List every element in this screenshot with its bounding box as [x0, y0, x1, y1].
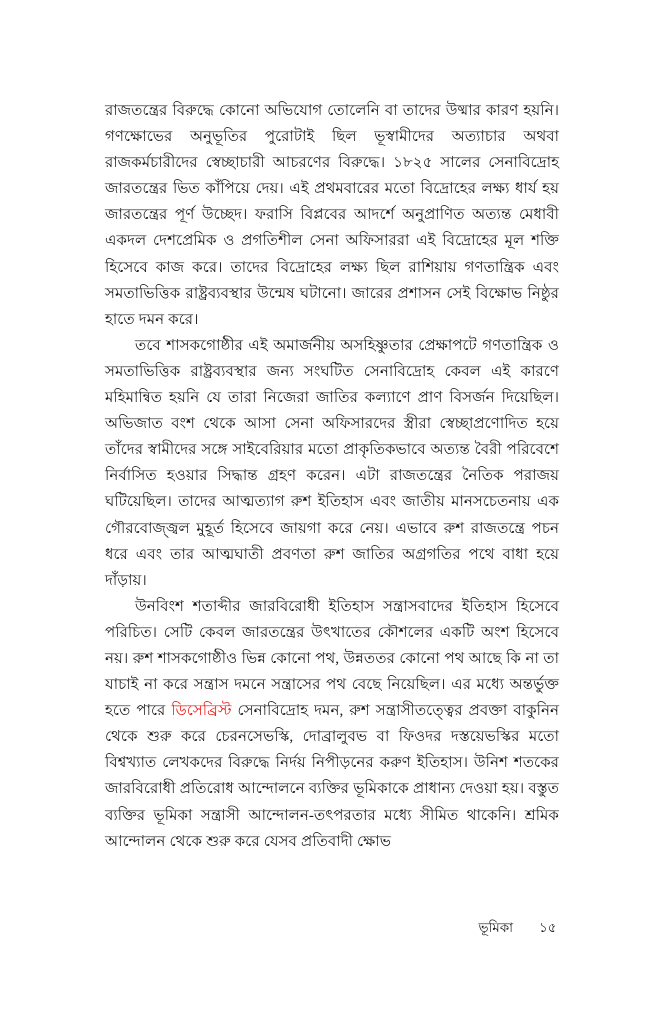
footer-section-label: ভূমিকা [478, 920, 513, 935]
paragraph-1: রাজতন্ত্রের বিরুদ্ধে কোনো অভিযোগ তোলেনি বা তাদের উষ্মার কারণ হয়নি। গণক্ষোভের অনুভূতির পুরোটাই ছিল ভূস্বামীদের অত্যাচার অথবা রাজকর্মচারীদের স্বেচ্ছাচারী আচরণের বিরুদ্ধে। ১৮২৫ সালের সেনাবিদ্রোহ জারতন্ত্রের ভিত কাঁপিয়ে দেয়। এই প্রথমবারের মতো বিদ্রোহের লক্ষ্য ধার্য হয় জারতন্ত্রের পূর্ণ উচ্ছেদ। ফরাসি বিপ্লবের আদর্শে অনুপ্রাণিত অত্যন্ত মেধাবী একদল দেশপ্রেমিক ও প্রগতিশীল সেনা অফিসাররা এই বিদ্রোহের মূল শক্তি হিসেবে কাজ করে। তাদের বিদ্রোহের লক্ষ্য ছিল রাশিয়ায় গণতান্ত্রিক এবং সমতাভিত্তিক রাষ্ট্রব্যবস্থার উন্মেষ ঘটানো। জারের প্রশাসন সেই বিক্ষোভ নিষ্ঠুর হাতে দমন করে। [105, 103, 559, 328]
paragraph-3 [105, 594, 559, 855]
highlighted-term-decembrist: ডিসেব্রিস্ট [171, 703, 232, 720]
paragraph-3-segment-after: সেনাবিদ্রোহ দমন, রুশ সন্ত্রাসীতত্ত্বের প্রবক্তা বাকুনিন থেকে শুরু করে চেরনসেভস্কি, দোব্রালুবভ বা ফিওদর দস্তয়েভস্কির মতো বিশ্বখ্যাত লেখকদের বিরুদ্ধে নির্দয় নিপীড়নের করুণ ইতিহাস। উনিশ শতকের জারবিরোধী প্রতিরোধ আন্দোলনে ব্যক্তির ভূমিকাকে প্রাধান্য দেওয়া হয়। বস্তুত ব্যক্তির ভূমিকা সন্ত্রাসী আন্দোলন-তৎপরতার মধ্যে সীমিত থাকেনি। শ্রমিক আন্দোলন থেকে শুরু করে যেসব প্রতিবাদী ক্ষোভ [105, 703, 559, 850]
paragraph-3-segment-before: উনবিংশ শতাব্দীর জারবিরোধী ইতিহাস সন্ত্রাসবাদের ইতিহাস হিসেবে পরিচিত। সেটি কেবল জারতন্ত্রের উৎখাতের কৌশলের একটি অংশ হিসেবে নয়। রুশ শাসকগোষ্ঠীও ভিন্ন কোনো পথ, উন্নততর কোনো পথ আছে কি না তা যাচাই না করে সন্ত্রাস দমনে সন্ত্রাসের পথ বেছে নিয়েছিল। এর মধ্যে অন্তর্ভুক্ত হতে পারে [105, 598, 559, 720]
footer-page-number: ১৫ [539, 920, 557, 935]
paragraph-2: তবে শাসকগোষ্ঠীর এই অমার্জনীয় অসহিষ্ণুতার প্রেক্ষাপটে গণতান্ত্রিক ও সমতাভিত্তিক রাষ্ট্রব্যবস্থার জন্য সংঘটিত সেনাবিদ্রোহ কেবল এই কারণে মহিমান্বিত হয়নি যে তারা নিজেরা জাতির কল্যাণে প্রাণ বিসর্জন দিয়েছিল। অভিজাত বংশ থেকে আসা সেনা অফিসারদের স্ত্রীরা স্বেচ্ছাপ্রণোদিত হয়ে তাঁদের স্বামীদের সঙ্গে সাইবেরিয়ার মতো প্রাকৃতিকভাবে অত্যন্ত বৈরী পরিবেশে নির্বাসিত হওয়ার সিদ্ধান্ত গ্রহণ করেন। এটা রাজতন্ত্রের নৈতিক পরাজয় ঘটিয়েছিল। তাদের আত্মত্যাগ রুশ ইতিহাস এবং জাতীয় মানসচেতনায় এক গৌরবোজ্জ্বল মুহূর্ত হিসেবে জায়গা করে নেয়। এভাবে রুশ রাজতন্ত্রে পচন ধরে এবং তার আত্মঘাতী প্রবণতা রুশ জাতির অগ্রগতির পথে বাধা হয়ে দাঁড়ায়। [105, 337, 559, 589]
page-footer [105, 918, 559, 940]
page-text-body [105, 98, 559, 855]
